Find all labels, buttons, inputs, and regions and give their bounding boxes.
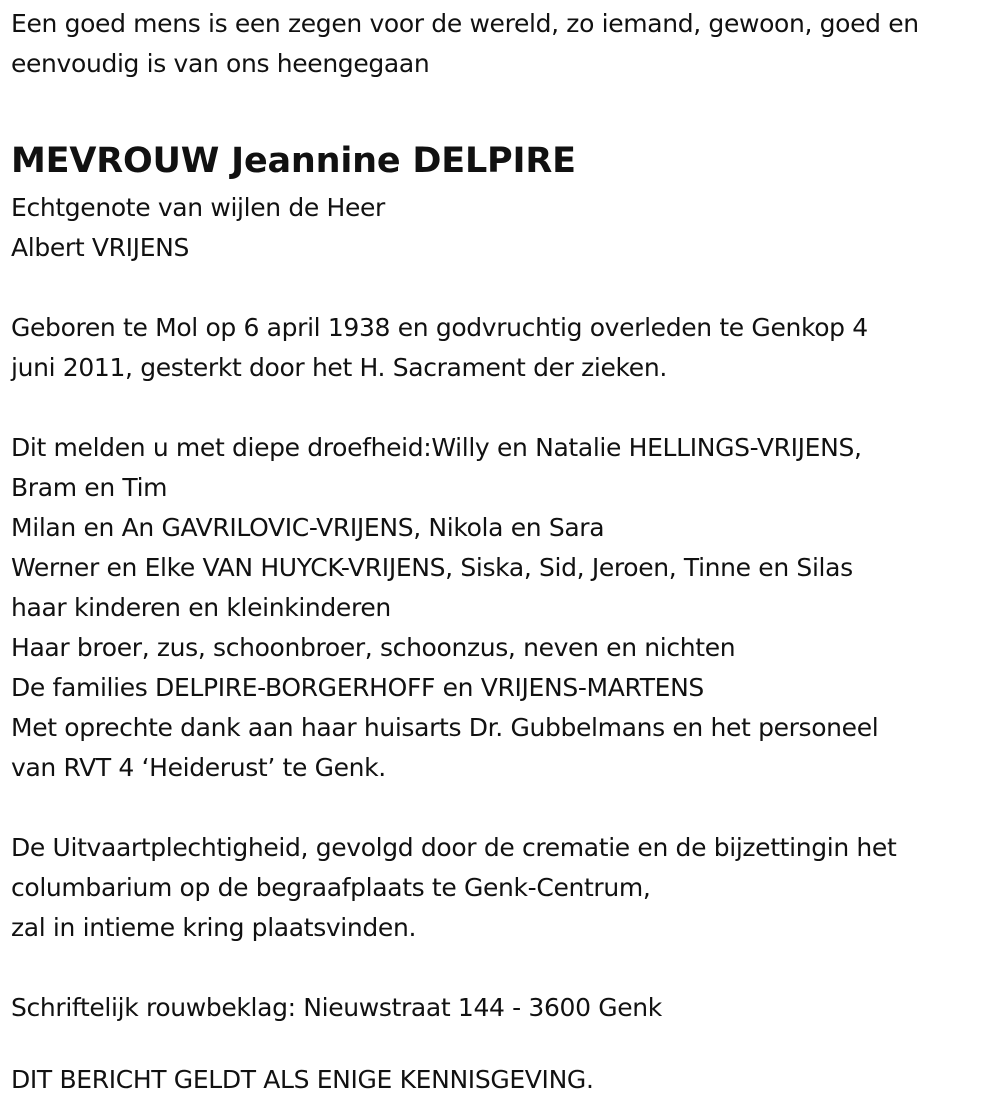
family-line: Haar broer, zus, schoonbroer, schoonzus, neven en nichten [11,633,736,662]
intro-text [11,4,996,84]
ceremony-line: zal in intieme kring plaatsvinden. [11,913,417,942]
spouse-line: Albert VRIJENS [11,233,190,262]
official-notice: DIT BERICHT GELDT ALS ENIGE KENNISGEVING. [11,1065,594,1094]
birth-death-line: juni 2011, gesterkt door het H. Sacrament der zieken. [11,353,667,382]
spacer [11,388,996,428]
spouse-info [11,188,996,268]
spacer [11,948,996,988]
family-line: van RVT 4 ‘Heiderust’ te Genk. [11,753,386,782]
family-announcement [11,428,996,788]
family-line: Dit melden u met diepe droefheid:Willy en Natalie HELLINGS-VRIJENS, [11,433,862,462]
intro-line: Een goed mens is een zegen voor de wereld, zo iemand, gewoon, goed en [11,9,919,38]
ceremony-line: De Uitvaartplechtigheid, gevolgd door de crematie en de bijzettingin het [11,833,897,862]
family-line: Milan en An GAVRILOVIC-VRIJENS, Nikola en Sara [11,513,605,542]
ceremony-line: columbarium op de begraafplaats te Genk-Centrum, [11,873,651,902]
family-line: De families DELPIRE-BORGERHOFF en VRIJENS-MARTENS [11,673,704,702]
deceased-name: MEVROUW Jeannine DELPIRE [11,141,576,181]
spouse-line: Echtgenote van wijlen de Heer [11,193,385,222]
family-line: Met oprechte dank aan haar huisarts Dr. Gubbelmans en het personeel [11,713,879,742]
birth-death-info [11,308,996,388]
obituary-document [11,4,996,1100]
family-line: Werner en Elke VAN HUYCK-VRIJENS, Siska, Sid, Jeroen, Tinne en Silas [11,553,853,582]
intro-line: eenvoudig is van ons heengegaan [11,49,430,78]
spacer [11,788,996,828]
birth-death-line: Geboren te Mol op 6 april 1938 en godvruchtig overleden te Genkop 4 [11,313,868,342]
family-line: haar kinderen en kleinkinderen [11,593,391,622]
ceremony-info [11,828,996,948]
spacer [11,268,996,308]
condolence-address: Schriftelijk rouwbeklag: Nieuwstraat 144 - 3600 Genk [11,993,662,1022]
family-line: Bram en Tim [11,473,168,502]
